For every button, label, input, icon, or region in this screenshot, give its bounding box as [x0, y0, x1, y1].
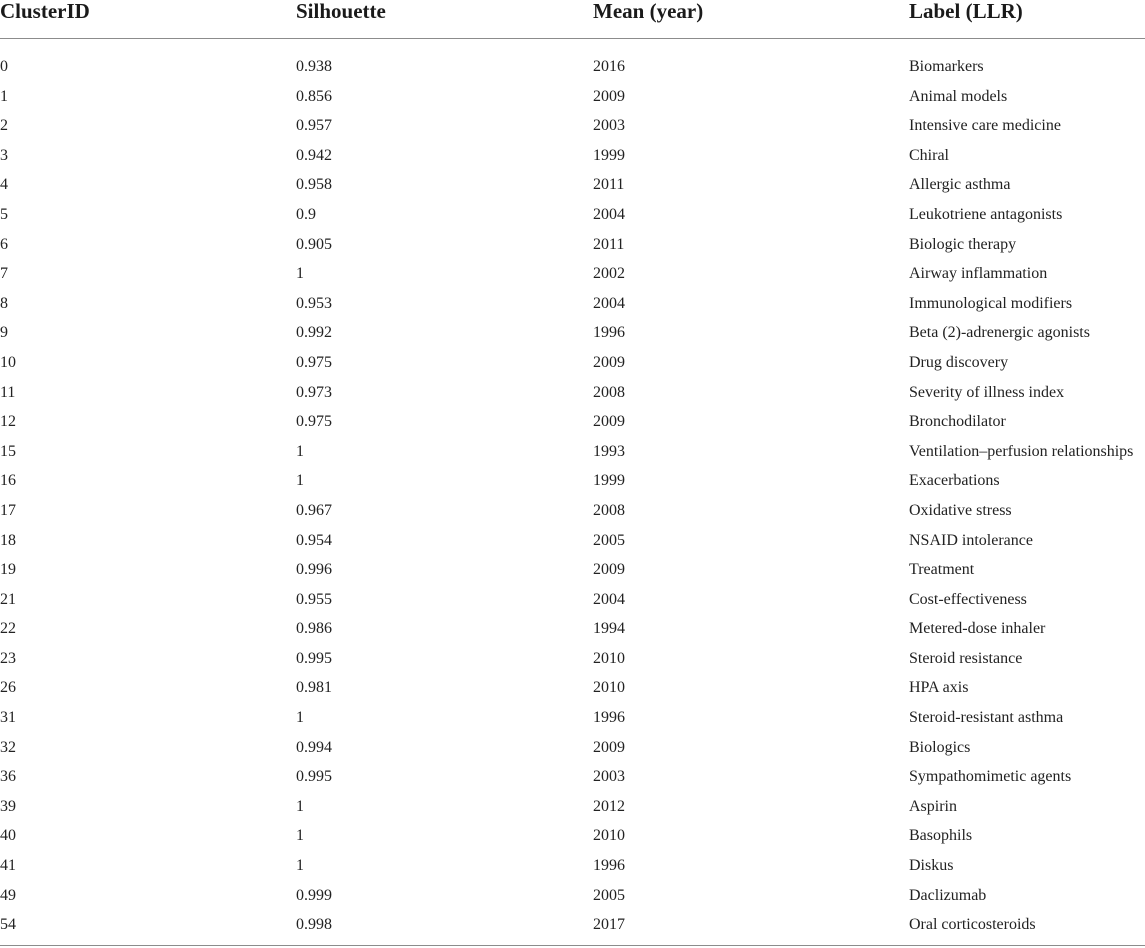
cell-mean-year: 2012: [593, 797, 625, 815]
table-row: [0, 114, 1145, 144]
table-row: [0, 469, 1145, 499]
table-row: [0, 913, 1145, 943]
table-row: [0, 499, 1145, 529]
cell-label: Cost-effectiveness: [909, 590, 1027, 608]
cell-label: Drug discovery: [909, 353, 1009, 371]
cell-mean-year: 2011: [593, 176, 625, 194]
cell-mean-year: 2004: [593, 205, 625, 223]
cell-silhouette: 1: [296, 857, 304, 875]
table-row: [0, 321, 1145, 351]
cell-silhouette: 0.995: [296, 768, 332, 786]
cell-silhouette: 0.996: [296, 561, 332, 579]
table-row: [0, 173, 1145, 203]
header-cluster-id: ClusterID: [0, 0, 90, 23]
cell-label: Steroid-resistant asthma: [909, 709, 1064, 727]
cell-cluster-id: 22: [0, 620, 16, 638]
cell-cluster-id: 7: [0, 265, 8, 283]
cell-silhouette: 0.994: [296, 738, 332, 756]
cell-mean-year: 1996: [593, 857, 625, 875]
cell-mean-year: 1996: [593, 324, 625, 342]
cell-label: Treatment: [909, 561, 975, 579]
cell-mean-year: 2010: [593, 649, 625, 667]
cell-mean-year: 2003: [593, 768, 625, 786]
table-row: [0, 765, 1145, 795]
cell-silhouette: 0.995: [296, 649, 332, 667]
cell-cluster-id: 2: [0, 117, 8, 135]
cell-label: Basophils: [909, 827, 973, 845]
cell-label: Biomarkers: [909, 58, 984, 75]
cell-cluster-id: 19: [0, 561, 16, 579]
cell-label: Diskus: [909, 857, 954, 875]
cell-cluster-id: 5: [0, 205, 8, 223]
table-header: [0, 0, 1145, 39]
cell-cluster-id: 39: [0, 797, 16, 815]
cell-label: Animal models: [909, 87, 1008, 105]
cell-label: Intensive care medicine: [909, 117, 1061, 135]
cell-cluster-id: 16: [0, 472, 16, 490]
cell-silhouette: 0.999: [296, 886, 332, 904]
header-mean-year: Mean (year): [593, 0, 704, 23]
table-row: [0, 884, 1145, 914]
cell-mean-year: 1994: [593, 620, 625, 638]
cell-label: Allergic asthma: [909, 176, 1011, 194]
cell-mean-year: 2010: [593, 679, 625, 697]
cell-mean-year: 2009: [593, 413, 625, 431]
cell-mean-year: 2009: [593, 87, 625, 105]
cell-cluster-id: 6: [0, 235, 8, 253]
header-silhouette: Silhouette: [296, 0, 386, 23]
cell-silhouette: 0.9: [296, 205, 316, 223]
cell-label: Biologics: [909, 738, 971, 756]
cell-silhouette: 0.953: [296, 294, 332, 312]
cell-mean-year: 1996: [593, 709, 625, 727]
cell-label: Ventilation–perfusion relationships: [909, 442, 1134, 460]
cell-label: Beta (2)-adrenergic agonists: [909, 324, 1090, 342]
cell-label: Oral corticosteroids: [909, 916, 1036, 934]
cell-label: Airway inflammation: [909, 265, 1048, 283]
table-row: [0, 558, 1145, 588]
cell-mean-year: 2008: [593, 501, 625, 519]
cell-mean-year: 2011: [593, 235, 625, 253]
cell-silhouette: 1: [296, 442, 304, 460]
cell-cluster-id: 8: [0, 294, 8, 312]
cell-silhouette: 1: [296, 265, 304, 283]
cell-label: Leukotriene antagonists: [909, 205, 1063, 223]
cell-mean-year: 2009: [593, 353, 625, 371]
cell-cluster-id: 41: [0, 857, 16, 875]
cell-mean-year: 2009: [593, 561, 625, 579]
cell-cluster-id: 3: [0, 146, 8, 164]
cell-cluster-id: 17: [0, 501, 16, 519]
table-row: [0, 351, 1145, 381]
cell-label: Metered-dose inhaler: [909, 620, 1046, 638]
table-body: [0, 39, 1145, 943]
cell-cluster-id: 54: [0, 916, 16, 934]
cell-silhouette: 0.954: [296, 531, 332, 549]
cell-mean-year: 2004: [593, 590, 625, 608]
table-row: [0, 854, 1145, 884]
cell-silhouette: 0.967: [296, 501, 332, 519]
header-label-llr: Label (LLR): [909, 0, 1023, 23]
cell-label: Bronchodilator: [909, 413, 1006, 431]
table-row: [0, 824, 1145, 854]
cell-silhouette: 0.856: [296, 87, 332, 105]
cell-mean-year: 2010: [593, 827, 625, 845]
cell-mean-year: 2005: [593, 531, 625, 549]
cell-cluster-id: 1: [0, 87, 8, 105]
cell-mean-year: 2009: [593, 738, 625, 756]
table-row: [0, 588, 1145, 618]
table-row: [0, 262, 1145, 292]
cell-silhouette: 0.955: [296, 590, 332, 608]
cell-cluster-id: 31: [0, 709, 16, 727]
table-row: [0, 55, 1145, 85]
cell-label: Aspirin: [909, 797, 957, 815]
cell-silhouette: 1: [296, 709, 304, 727]
table-bottom-rule: [0, 945, 1145, 946]
cell-cluster-id: 18: [0, 531, 16, 549]
cell-cluster-id: 10: [0, 353, 16, 371]
cell-mean-year: 1999: [593, 472, 625, 490]
cell-silhouette: 0.973: [296, 383, 332, 401]
cell-label: Sympathomimetic agents: [909, 768, 1072, 786]
cell-mean-year: 2004: [593, 294, 625, 312]
cell-mean-year: 1993: [593, 442, 625, 460]
cell-label: Biologic therapy: [909, 235, 1017, 253]
table-row: [0, 440, 1145, 470]
cell-silhouette: 0.975: [296, 353, 332, 371]
table-row: [0, 144, 1145, 174]
table-row: [0, 85, 1145, 115]
cell-mean-year: 2017: [593, 916, 625, 934]
table-row: [0, 795, 1145, 825]
cell-cluster-id: 15: [0, 442, 16, 460]
cell-cluster-id: 49: [0, 886, 16, 904]
cell-cluster-id: 26: [0, 679, 16, 697]
cell-label: Chiral: [909, 146, 949, 164]
cell-silhouette: 0.975: [296, 413, 332, 431]
cell-mean-year: 2016: [593, 58, 625, 75]
cell-label: Oxidative stress: [909, 501, 1012, 519]
cell-cluster-id: 40: [0, 827, 16, 845]
cell-mean-year: 2002: [593, 265, 625, 283]
table-row: [0, 203, 1145, 233]
cell-silhouette: 0.958: [296, 176, 332, 194]
table-row: [0, 381, 1145, 411]
cell-cluster-id: 36: [0, 768, 16, 786]
cell-cluster-id: 9: [0, 324, 8, 342]
cell-label: Severity of illness index: [909, 383, 1065, 401]
cell-cluster-id: 0: [0, 58, 8, 75]
table-row: [0, 292, 1145, 322]
cell-cluster-id: 11: [0, 383, 16, 401]
cell-cluster-id: 12: [0, 413, 16, 431]
table-row: [0, 647, 1145, 677]
cell-label: HPA axis: [909, 679, 969, 697]
cell-cluster-id: 4: [0, 176, 8, 194]
cell-silhouette: 0.998: [296, 916, 332, 934]
cell-silhouette: 0.992: [296, 324, 332, 342]
cell-cluster-id: 32: [0, 738, 16, 756]
cell-label: NSAID intolerance: [909, 531, 1033, 549]
cell-silhouette: 1: [296, 797, 304, 815]
table-row: [0, 676, 1145, 706]
cell-silhouette: 0.938: [296, 58, 332, 75]
cell-mean-year: 2005: [593, 886, 625, 904]
table-row: [0, 410, 1145, 440]
table-row: [0, 617, 1145, 647]
cell-silhouette: 0.981: [296, 679, 332, 697]
cell-silhouette: 0.957: [296, 117, 332, 135]
table-row: [0, 706, 1145, 736]
cell-silhouette: 0.905: [296, 235, 332, 253]
cell-mean-year: 1999: [593, 146, 625, 164]
cell-silhouette: 1: [296, 827, 304, 845]
cell-cluster-id: 21: [0, 590, 16, 608]
cell-mean-year: 2003: [593, 117, 625, 135]
cell-label: Immunological modifiers: [909, 294, 1073, 312]
cell-label: Daclizumab: [909, 886, 987, 904]
cell-label: Steroid resistance: [909, 649, 1023, 667]
cell-silhouette: 0.942: [296, 146, 332, 164]
table-row: [0, 736, 1145, 766]
cell-mean-year: 2008: [593, 383, 625, 401]
cell-silhouette: 0.986: [296, 620, 332, 638]
cell-silhouette: 1: [296, 472, 304, 490]
cell-label: Exacerbations: [909, 472, 1000, 490]
cell-cluster-id: 23: [0, 649, 16, 667]
table-row: [0, 233, 1145, 263]
table-row: [0, 529, 1145, 559]
